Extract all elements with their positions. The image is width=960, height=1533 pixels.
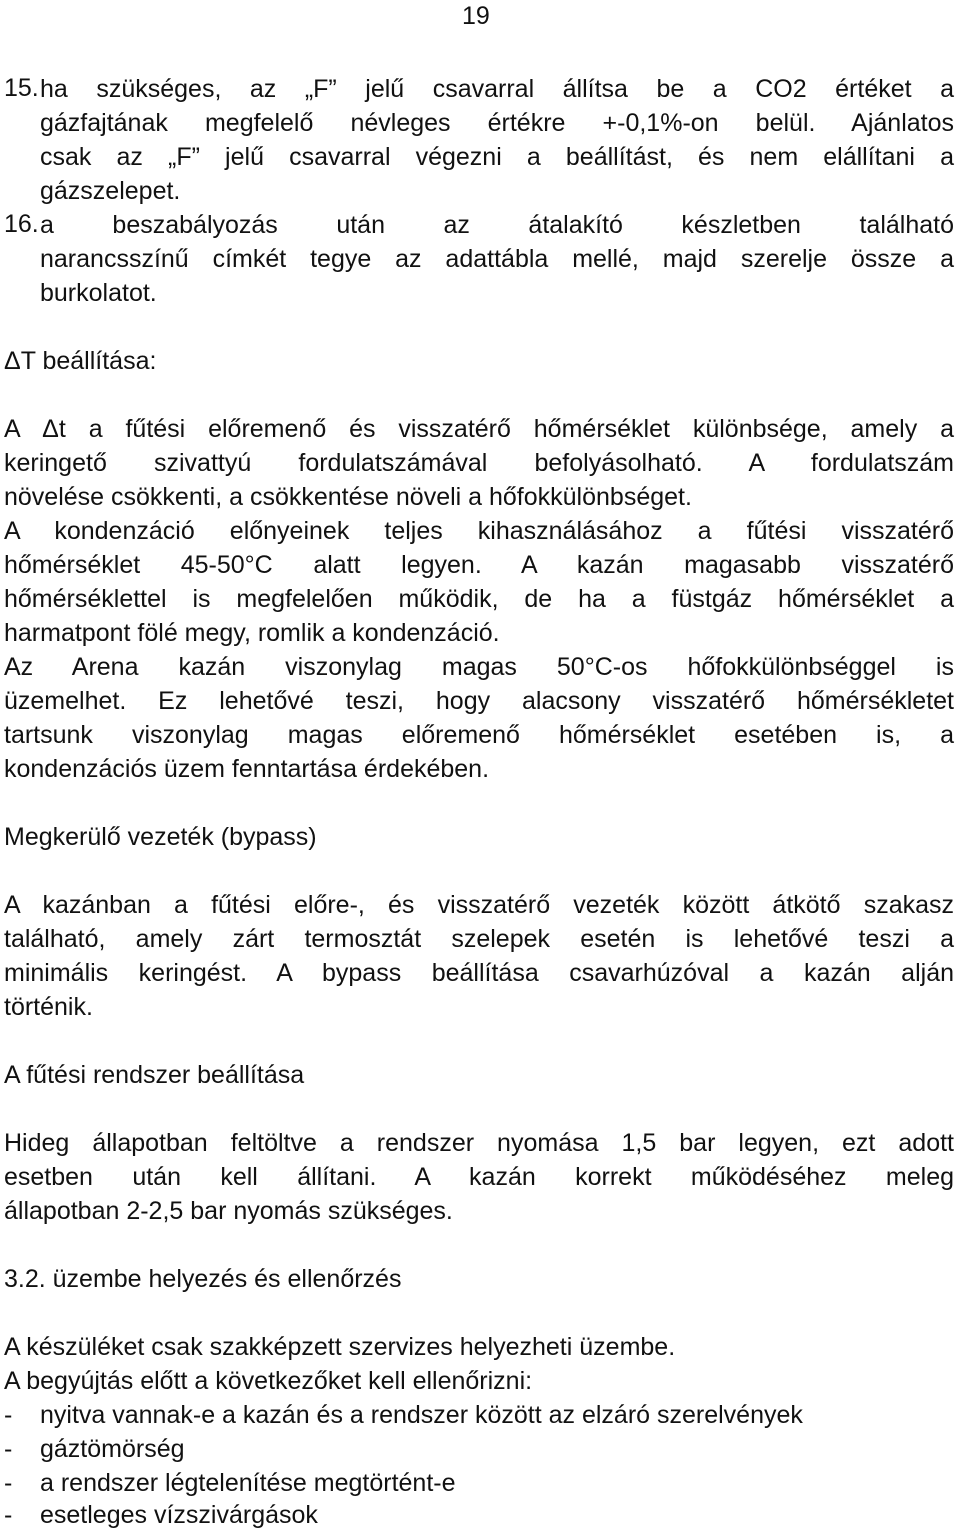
text-line: tartsunk viszonylag magas előremenő hőmérséklet esetében is, a <box>4 721 954 749</box>
delta-t-heading: ΔT beállítása: <box>4 347 157 375</box>
list-item-text: nyitva vannak-e a kazán és a rendszer között az elzáró szerelvények <box>40 1401 803 1429</box>
text-line: A készüléket csak szakképzett szervizes helyezheti üzembe. <box>4 1333 676 1361</box>
text-line: állapotban 2-2,5 bar nyomás szükséges. <box>4 1197 453 1225</box>
list-item-text: gáztömörség <box>40 1435 185 1463</box>
step-line: gázfajtának megfelelő névleges értékre +-0,1%-on belül. Ajánlatos <box>40 109 954 137</box>
text-line: üzemelhet. Ez lehetővé teszi, hogy alacsony visszatérő hőmérsékletet <box>4 687 954 715</box>
text-line: található, amely zárt termosztát szelepek esetén is lehetővé teszi a <box>4 925 954 953</box>
text-line: történik. <box>4 993 93 1021</box>
text-line: kondenzációs üzem fenntartása érdekében. <box>4 755 490 783</box>
step-line: narancsszínű címkét tegye az adattábla mellé, majd szerelje össze a <box>40 245 954 273</box>
text-line: esetben után kell állítani. A kazán korrekt működéséhez meleg <box>4 1163 954 1191</box>
text-line: keringető szivattyú fordulatszámával befolyásolható. A fordulatszám <box>4 449 954 477</box>
text-line: hőmérséklettel is megfelelően működik, de ha a füstgáz hőmérséklet a <box>4 585 954 613</box>
text-line: növelése csökkenti, a csökkentése növeli a hőfokkülönbséget. <box>4 483 692 511</box>
text-line: Hideg állapotban feltöltve a rendszer nyomása 1,5 bar legyen, ezt adott <box>4 1129 954 1157</box>
list-dash: - <box>4 1435 13 1463</box>
step-line: gázszelepet. <box>40 177 181 205</box>
text-line: A Δt a fűtési előremenő és visszatérő hőmérséklet különbsége, amely a <box>4 415 954 443</box>
text-line: A kazánban a fűtési előre-, és visszatérő vezeték között átkötő szakasz <box>4 891 954 919</box>
list-dash: - <box>4 1401 13 1429</box>
bypass-heading: Megkerülő vezeték (bypass) <box>4 823 317 851</box>
list-dash: - <box>4 1469 13 1497</box>
text-line: A kondenzáció előnyeinek teljes kihasználásához a fűtési visszatérő <box>4 517 954 545</box>
text-line: hőmérséklet 45-50°C alatt legyen. A kazán magasabb visszatérő <box>4 551 954 579</box>
list-dash: - <box>4 1501 13 1529</box>
page-number: 19 <box>462 2 490 30</box>
list-item-text: esetleges vízszivárgások <box>40 1501 318 1529</box>
section-3-2-heading: 3.2. üzembe helyezés és ellenőrzés <box>4 1265 402 1293</box>
step-number: 15. <box>4 74 39 102</box>
text-line: harmatpont fölé megy, romlik a kondenzáció. <box>4 619 500 647</box>
text-line: A begyújtás előtt a következőket kell ellenőrizni: <box>4 1367 533 1395</box>
step-number: 16. <box>4 210 39 238</box>
list-item-text: a rendszer légtelenítése megtörtént-e <box>40 1469 456 1497</box>
step-line: ha szükséges, az „F” jelű csavarral állítsa be a CO2 értéket a <box>40 75 954 103</box>
step-line: csak az „F” jelű csavarral végezni a beállítást, és nem elállítani a <box>40 143 954 171</box>
system-heading: A fűtési rendszer beállítása <box>4 1061 305 1089</box>
text-line: Az Arena kazán viszonylag magas 50°C-os hőfokkülönbséggel is <box>4 653 954 681</box>
step-line: a beszabályozás után az átalakító készletben található <box>40 211 954 239</box>
text-line: minimális keringést. A bypass beállítása csavarhúzóval a kazán alján <box>4 959 954 987</box>
step-line: burkolatot. <box>40 279 157 307</box>
